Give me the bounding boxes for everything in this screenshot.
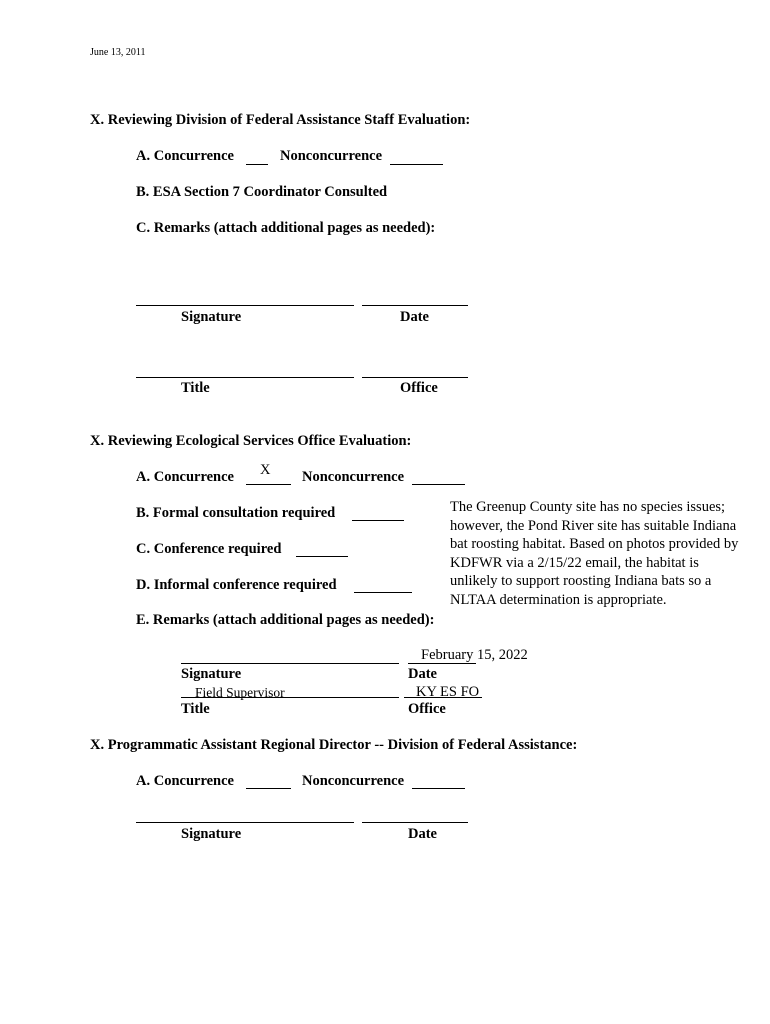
section-heading-regional-director: X. Programmatic Assistant Regional Director -- Division of Federal Assistance: xyxy=(90,737,578,753)
conference-required-label: C. Conference required xyxy=(136,541,282,557)
concurrence-blank[interactable] xyxy=(246,484,291,485)
formal-consultation-blank[interactable] xyxy=(352,520,404,521)
nonconcurrence-label: Nonconcurrence xyxy=(302,773,405,789)
informal-conference-label: D. Informal conference required xyxy=(136,577,337,593)
office-label: Office xyxy=(400,380,438,396)
signature-label: Signature xyxy=(181,309,242,325)
date-value: February 15, 2022 xyxy=(421,647,528,663)
concurrence-blank[interactable] xyxy=(246,164,268,165)
signature-label: Signature xyxy=(181,826,242,842)
title-value: Field Supervisor xyxy=(195,685,285,700)
office-line[interactable] xyxy=(362,377,468,378)
nonconcurrence-label: Nonconcurrence xyxy=(302,469,405,485)
remarks-text: The Greenup County site has no species issues; however, the Pond River site has suitable Indiana bat roosting habitat. Based on photos provided by KDFWR via a 2/15/22 email, the habitat is unlikely to support roosting Indiana bats so a NLTAA determination is appropriate. xyxy=(450,499,739,608)
title-label: Title xyxy=(181,380,210,396)
date-label: Date xyxy=(408,826,437,842)
concurrence-label: A. Concurrence xyxy=(136,469,234,485)
section-heading-ecological-services: X. Reviewing Ecological Services Office Evaluation: xyxy=(90,433,412,449)
concurrence-mark: X xyxy=(260,462,271,478)
title-label: Title xyxy=(181,701,210,717)
nonconcurrence-blank[interactable] xyxy=(412,484,465,485)
date-line[interactable] xyxy=(362,822,468,823)
formal-consultation-label: B. Formal consultation required xyxy=(136,505,336,521)
signature-line[interactable] xyxy=(181,663,399,664)
date-line[interactable] xyxy=(362,305,468,306)
concurrence-label: A. Concurrence xyxy=(136,773,234,789)
nonconcurrence-blank[interactable] xyxy=(390,164,443,165)
concurrence-blank[interactable] xyxy=(246,788,291,789)
document-date: June 13, 2011 xyxy=(90,47,146,58)
nonconcurrence-label: Nonconcurrence xyxy=(280,148,383,164)
informal-conference-blank[interactable] xyxy=(354,592,412,593)
title-line[interactable] xyxy=(136,377,354,378)
remarks-label: C. Remarks (attach additional pages as needed): xyxy=(136,220,436,236)
esa-coordinator-label: B. ESA Section 7 Coordinator Consulted xyxy=(136,184,388,200)
concurrence-label: A. Concurrence xyxy=(136,148,234,164)
office-value: KY ES FO xyxy=(416,684,480,700)
office-label: Office xyxy=(408,701,446,717)
signature-label: Signature xyxy=(181,666,242,682)
remarks-label: E. Remarks (attach additional pages as needed): xyxy=(136,612,435,628)
section-heading-federal-assistance: X. Reviewing Division of Federal Assistance Staff Evaluation: xyxy=(90,112,471,128)
signature-line[interactable] xyxy=(136,305,354,306)
date-label: Date xyxy=(408,666,437,682)
signature-line[interactable] xyxy=(136,822,354,823)
date-label: Date xyxy=(400,309,429,325)
conference-required-blank[interactable] xyxy=(296,556,348,557)
nonconcurrence-blank[interactable] xyxy=(412,788,465,789)
